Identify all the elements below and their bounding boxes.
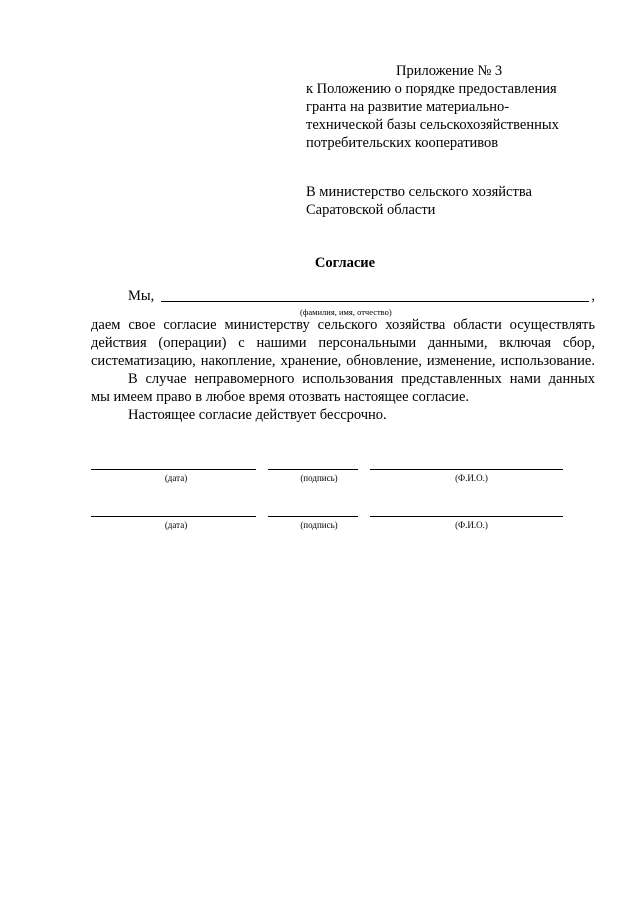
appendix-line: гранта на развитие материально- [306, 99, 510, 115]
names-fill-line[interactable] [161, 301, 589, 302]
recipient-block [306, 183, 532, 219]
appendix-reference [306, 80, 559, 152]
consent-paragraph-line: даем свое согласие министерству сельского хозяйства области осуществлять [91, 317, 595, 333]
appendix-line: к Положению о порядке предоставления [306, 81, 557, 97]
document-title: Согласие [314, 255, 376, 271]
appendix-number: Приложение № 3 [396, 63, 503, 79]
signature-field-line[interactable] [268, 516, 358, 517]
date-caption: (дата) [164, 473, 188, 483]
fio-caption: (Ф.И.О.) [455, 520, 488, 530]
consent-paragraph-line: систематизацию, накопление, хранение, обновление, изменение, использование. [91, 353, 595, 369]
names-line [128, 287, 598, 305]
signature-caption: (подпись) [300, 473, 338, 483]
date-caption: (дата) [164, 520, 188, 530]
we-label: Мы, [128, 288, 155, 304]
fio-caption: (Ф.И.О.) [455, 473, 488, 483]
signature-caption: (подпись) [300, 520, 338, 530]
date-field-line[interactable] [91, 516, 256, 517]
validity-paragraph: Настоящее согласие действует бессрочно. [128, 407, 387, 423]
fio-field-line[interactable] [370, 469, 563, 470]
fio-field-line[interactable] [370, 516, 563, 517]
signature-row-2 [0, 516, 640, 536]
signature-row-1 [0, 469, 640, 489]
withdrawal-paragraph-line: мы имеем право в любое время отозвать настоящее согласие. [91, 389, 470, 405]
appendix-line: технической базы сельскохозяйственных [306, 117, 559, 133]
consent-paragraph-line: действия (операции) с нашими персональными данными, включая сбор, [91, 335, 595, 351]
names-comma: , [591, 288, 595, 304]
signature-field-line[interactable] [268, 469, 358, 470]
consent-body [91, 316, 595, 424]
withdrawal-paragraph-line: В случае неправомерного использования представленных нами данных [128, 371, 595, 387]
date-field-line[interactable] [91, 469, 256, 470]
names-caption: (фамилия, имя, отчество) [300, 307, 392, 317]
recipient-line: В министерство сельского хозяйства [306, 184, 532, 200]
recipient-line: Саратовской области [306, 202, 436, 218]
appendix-line: потребительских кооперативов [306, 135, 499, 151]
